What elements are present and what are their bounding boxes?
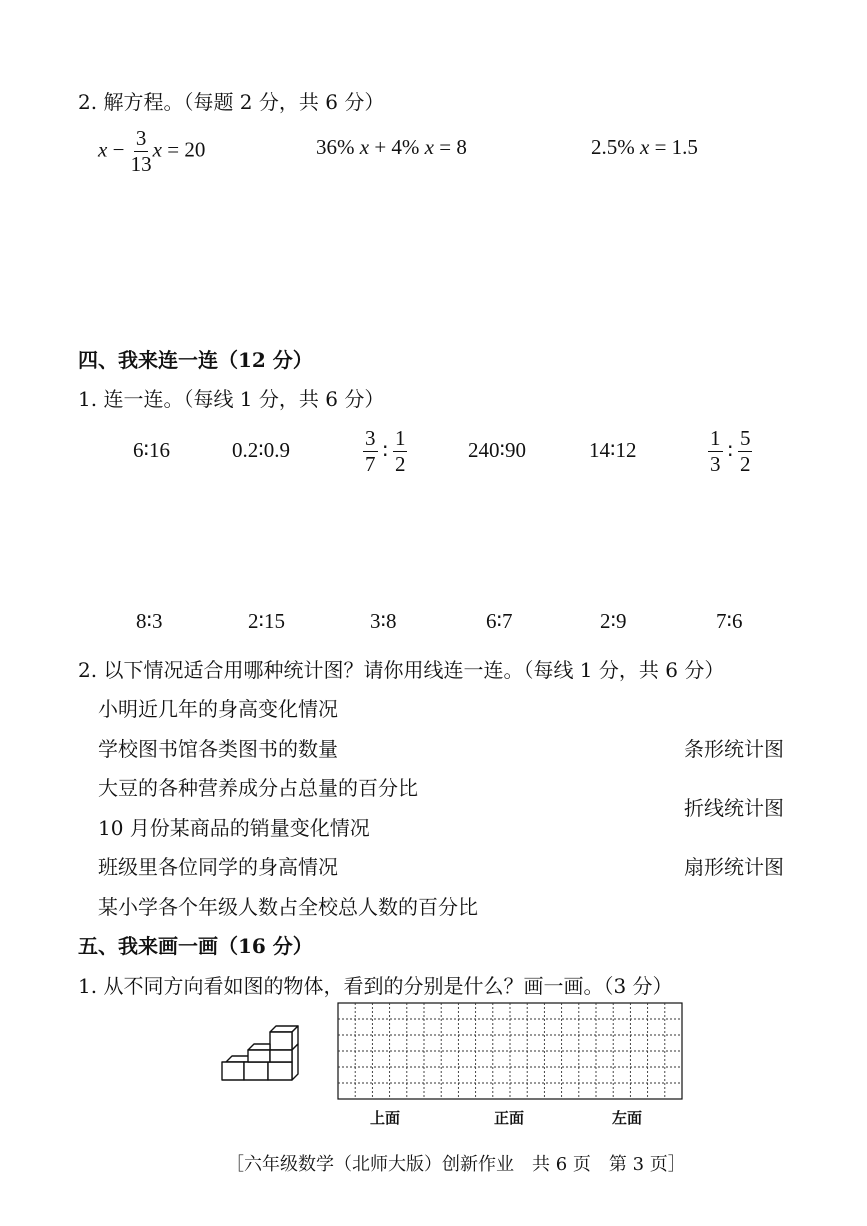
ratio-bottom-2: 2∶15 — [248, 609, 285, 633]
ratio3-num-b: 1 — [394, 426, 406, 450]
situation-item-6: 某小学各个年级人数占全校总人数的百分比 — [98, 895, 478, 919]
ratio-bottom-5: 2∶9 — [600, 609, 627, 633]
ratio-top-2: 0.2∶0.9 — [232, 438, 290, 462]
situation-item-2: 学校图书馆各类图书的数量 — [98, 737, 338, 761]
ratio6-num-b: 5 — [739, 426, 751, 450]
ratio3-den-a: 7 — [365, 452, 376, 476]
ratio3-frac-b — [393, 428, 408, 475]
eq3-part1: 2.5% — [591, 135, 640, 159]
equation-2 — [316, 135, 467, 160]
ratio6-den-b: 2 — [739, 452, 751, 476]
eq3-var1: x — [640, 135, 650, 159]
view-label-top: 上面 — [370, 1109, 401, 1127]
q4-2-heading: 2. 以下情况适合用哪种统计图？请你用线连一连。（每线 1 分，共 6 分） — [78, 658, 725, 682]
ratio-bottom-4: 6∶7 — [486, 609, 513, 633]
ratio-top-5: 14∶12 — [589, 438, 637, 462]
ratio-top-6 — [707, 428, 753, 475]
ratio6-frac-a — [708, 428, 723, 475]
eq1-frac-den: 13 — [130, 152, 152, 176]
eq2-part1: 36% — [316, 135, 360, 159]
eq1-var2: x — [152, 137, 162, 162]
equation-1 — [98, 128, 205, 175]
ratio6-frac-b — [738, 428, 753, 475]
ratio-bottom-6: 7∶6 — [716, 609, 743, 633]
eq2-var1: x — [359, 135, 370, 159]
eq2-var2: x — [424, 135, 434, 159]
eq1-var: x — [98, 137, 108, 162]
situation-item-3: 大豆的各种营养成分占总量的百分比 — [98, 776, 418, 800]
eq2-rhs: = 8 — [434, 135, 467, 159]
q3-2-heading: 2. 解方程。（每题 2 分，共 6 分） — [78, 90, 385, 114]
situation-item-1: 小明近几年的身高变化情况 — [98, 697, 338, 721]
ratio3-frac-a — [363, 428, 378, 475]
ratio3-colon: ∶ — [382, 439, 388, 463]
chart-type-pie: 扇形统计图 — [684, 855, 784, 879]
eq1-frac-num: 3 — [135, 126, 147, 150]
drawing-grid[interactable] — [337, 1002, 685, 1102]
ratio-bottom-3: 3∶8 — [370, 609, 397, 633]
eq2-part2: + 4% — [369, 135, 425, 159]
situation-item-4: 10 月份某商品的销量变化情况 — [98, 816, 370, 840]
eq1-minus: − — [107, 137, 130, 162]
ratio-top-4: 240∶90 — [468, 438, 526, 462]
page-footer: ［六年级数学（北师大版）创新作业 共 6 页 第 3 页］ — [226, 1154, 686, 1175]
view-label-left: 左面 — [612, 1109, 643, 1127]
situation-item-5: 班级里各位同学的身高情况 — [98, 855, 338, 879]
eq1-rhs: = 20 — [162, 137, 206, 162]
chart-type-line: 折线统计图 — [684, 796, 784, 820]
ratio-top-1: 6∶16 — [133, 438, 170, 462]
chart-type-bar: 条形统计图 — [684, 737, 784, 761]
eq3-rhs: = 1.5 — [649, 135, 698, 159]
ratio3-den-b: 2 — [394, 452, 406, 476]
ratio3-num-a: 3 — [365, 426, 376, 450]
ratio6-num-a: 1 — [710, 426, 721, 450]
ratio-bottom-1: 8∶3 — [136, 609, 163, 633]
ratio6-colon: ∶ — [727, 439, 733, 463]
cube-figure — [218, 1022, 300, 1082]
view-label-front: 正面 — [494, 1109, 525, 1127]
eq1-fraction — [131, 128, 152, 175]
ratio6-den-a: 3 — [710, 452, 721, 476]
section5-title: 五、我来画一画（16 分） — [78, 934, 313, 958]
equation-3 — [591, 135, 698, 160]
section4-title: 四、我来连一连（12 分） — [78, 348, 313, 372]
ratio-top-3 — [362, 428, 408, 475]
q5-1-heading: 1. 从不同方向看如图的物体，看到的分别是什么？画一画。（3 分） — [78, 974, 673, 998]
q4-1-heading: 1. 连一连。（每线 1 分，共 6 分） — [78, 387, 385, 411]
